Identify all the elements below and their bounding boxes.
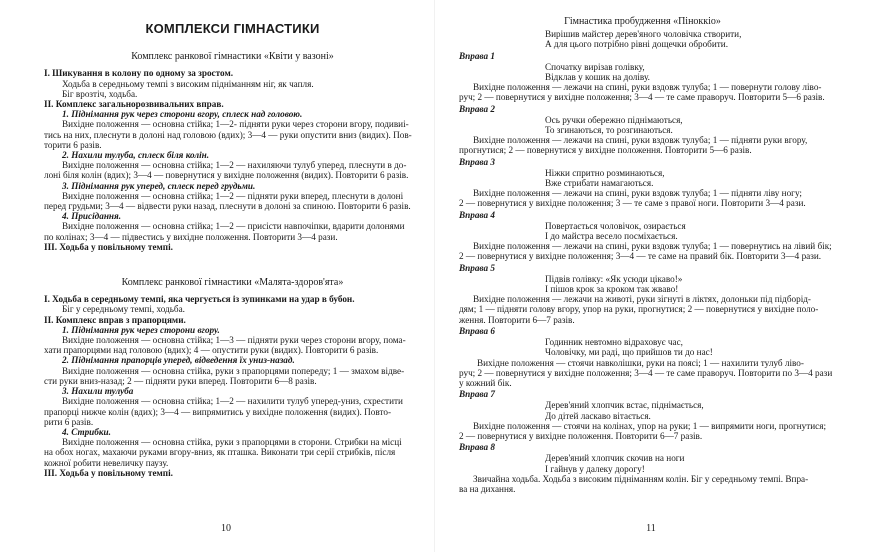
text-line: на обох ногах, махаючи руками вгору-вниз, як пташка. Виконати три серії стрибків, після xyxy=(44,447,396,458)
text-line: I. Ходьба в середньому темпі, яка чергується із зупинками на удар в бубон. xyxy=(44,294,355,305)
text-line: 2 — повернутися у вихідне положення; 3 — те саме з правої ноги. Повторити 3—4 рази. xyxy=(459,198,806,209)
poem-line: Дерев'яний хлопчик скочив на ноги xyxy=(545,453,685,464)
text-line: Вихідне положення — лежачи на спині, руки вздовж тулуба; 1 — підняти ліву ногу; xyxy=(473,188,802,199)
text-line: торити 6 разів. xyxy=(44,139,102,150)
text-line: Вихідне положення — стоячи навколішки, руки на поясі; 1 — нахилити тулуб ліво- xyxy=(477,357,804,368)
complex1-title: Комплекс ранкової гімнастики «Квіти у вазоні» xyxy=(131,51,334,63)
poem-line: Ніжки спритно розминаються, xyxy=(545,167,665,178)
text-line: Звичайна ходьба. Ходьба з високим підніманням колін. Біг у середньому темпі. Впра- xyxy=(473,473,809,484)
text-line: хати прапорцями над головою (вдих); 4 — опустити руки (видих). Повторити 6 разів. xyxy=(44,345,379,356)
text-line: Вихідне положення — основна стійка, руки з прапорцями в сторони. Стрибки на місці xyxy=(62,437,402,448)
text-line: Вихідне положення — лежачи на животі, руки зігнуті в ліктях, долоньки під підборід- xyxy=(473,294,811,305)
exercise-label: Вправа 3 xyxy=(459,156,495,167)
text-line: Вихідне положення — стоячи на колінах, упор на руки; 1 — випрямити ноги, прогнутися; xyxy=(473,420,827,431)
text-line: II. Комплекс загальнорозвивальних вправ. xyxy=(44,99,224,110)
text-line: III. Ходьба у повільному темпі. xyxy=(44,241,173,252)
exercise-label: Вправа 6 xyxy=(459,325,495,336)
text-line: III. Ходьба у повільному темпі. xyxy=(44,467,173,478)
text-line: прапорці нижче колін (вдих); 3—4 — випрямитись у вихідне положення (видих). Повто- xyxy=(44,406,392,417)
text-line: рити 6 разів. xyxy=(44,416,94,427)
text-line: прогнутися; 2 — повернутися у вихідне положення. Повторити 5—6 разів. xyxy=(459,145,752,156)
main-title: КОМПЛЕКСИ ГІМНАСТИКИ xyxy=(145,21,320,36)
exercise-label: Вправа 8 xyxy=(459,442,495,453)
pinocchio-body xyxy=(459,29,833,494)
poem-line: І до майстра весело посміхається. xyxy=(545,231,678,242)
exercise-label: Вправа 4 xyxy=(459,209,495,220)
text-line: руч; 2 — повернутися у вихідне положення; 3—4 — те саме праворуч. Повторити по 3—4 рази xyxy=(459,367,833,378)
text-line: Біг врозтіч, ходьба. xyxy=(62,88,138,99)
text-line: Вихідне положення — основна стійка; 1—2 — підняти руки вперед, плеснути в долоні xyxy=(62,190,404,201)
poem-line: То згинаються, то розгинаються. xyxy=(545,125,673,136)
poem-line: До дітей ласкаво вітається. xyxy=(545,410,651,421)
text-line: лоні біля колін (вдих); 3—4 — повернутися у вихідне положення (видих). Повторити 6 разів. xyxy=(44,170,409,181)
page-number-right: 11 xyxy=(646,522,656,534)
text-line: Вихідне положення — лежачи на спині, руки вздовж тулуба; 1 — підняти руки вгору, xyxy=(473,135,808,146)
text-line: по колінах; 3—4 — підвестись у вихідне положення. Повторити 3—4 рази. xyxy=(44,231,338,242)
poem-line: А для цього потрібно рівні дощечки обробити. xyxy=(545,39,729,50)
text-line: II. Комплекс вправ з прапорцями. xyxy=(44,314,186,325)
text-line: Вихідне положення — основна стійка; 1—2 — присісти навпочіпки, вдарити долонями xyxy=(62,221,405,232)
text-line: руч; 2 — повернутися у вихідне положення; 3—4 — те саме праворуч. Повторити 5—6 разів. xyxy=(459,92,825,103)
poem-line: Вже стрибати намагаються. xyxy=(545,178,654,189)
poem-line: Вирішив майстер дерев'яного чоловічка створити, xyxy=(545,29,742,40)
text-line: 2. Піднімання прапорців уперед, відведення їх униз-назад. xyxy=(62,355,295,366)
text-line: Вихідне положення — основна стійка; 1—3 — підняти руки через сторони вгору, пома- xyxy=(62,335,406,346)
poem-line: Годинник невтомно відраховує час, xyxy=(545,337,683,348)
text-line: Ходьба в середньому темпі з високим підніманням ніг, як чапля. xyxy=(62,78,314,89)
text-line: ва на дихання. xyxy=(459,483,516,494)
text-line: у кожний бік. xyxy=(459,377,512,388)
text-line: Вихідне положення — основна стійка; 1—2 — нахиляючи тулуб уперед, плеснути в до- xyxy=(62,160,407,171)
poem-line: Ось ручки обережно піднімаються, xyxy=(545,114,683,125)
complex2-body xyxy=(44,294,421,478)
exercise-label: Вправа 2 xyxy=(459,103,495,114)
text-line: Вихідне положення — основна стійка; 1—2- підняти руки через сторони вгору, подивиі- xyxy=(62,119,409,130)
poem-line: Відклав у кошик на доліву. xyxy=(545,72,650,83)
poem-line: Спочатку вирізав голівку, xyxy=(545,61,645,72)
poem-line: І пішов крок за кроком так жваво! xyxy=(545,284,679,295)
complex2-title: Комплекс ранкової гімнастики «Малята-здоров'ята» xyxy=(121,277,344,289)
exercise-label: Вправа 1 xyxy=(459,50,495,61)
text-line: Вихідне положення — лежачи на спині, руки вздовж тулуба; 1 — повернути голову ліво- xyxy=(473,82,822,93)
poem-line: І гайнув у далеку дорогу! xyxy=(545,463,645,474)
text-line: тись на них, плеснути в долоні над головою (вдих); 3—4 — руки опустити вниз (видих). Пов- xyxy=(44,129,412,140)
poem-line: Підвів голівку: «Як усюди цікаво!» xyxy=(545,273,683,284)
text-line: 1. Піднімання рук через сторони вгору. xyxy=(62,324,220,335)
text-line: 2 — повернутися у вихідне положення. Повторити 6—7 разів. xyxy=(459,430,703,441)
text-line: Вихідне положення — основна стійка, руки з прапорцями попереду; 1 — змахом відве- xyxy=(62,365,405,376)
poem-line: Дерев'яний хлопчик встає, піднімається, xyxy=(545,400,704,411)
complex1-body xyxy=(44,68,421,252)
text-line: кожної робити невеличку паузу. xyxy=(44,457,169,468)
text-line: I. Шикування в колону по одному за зростом. xyxy=(44,68,233,79)
text-line: дям; 1 — підняти голову вгору, упор на руки, прогнутися; 2 — повернутися у вихідне поло- xyxy=(459,304,819,315)
text-line: 2. Нахили тулуба, сплеск біля колін. xyxy=(62,150,210,161)
text-line: 4. Стрибки. xyxy=(62,426,111,437)
text-line: 3. Піднімання рук уперед, сплеск перед грудьми. xyxy=(62,180,256,191)
exercise-label: Вправа 7 xyxy=(459,389,495,400)
pinocchio-title: Гімнастика пробудження «Піноккіо» xyxy=(564,16,721,27)
right-page xyxy=(435,0,870,552)
text-line: 1. Піднімання рук через сторони вгору, сплеск над головою. xyxy=(62,109,303,120)
text-line: перед грудьми; 3—4 — відвести руки назад, плеснути в долоні за спиною. Повторити 6 разів. xyxy=(44,201,411,212)
text-line: Вихідне положення — основна стійка; 1—2 — нахилити тулуб уперед-униз, схрестити xyxy=(62,396,403,407)
text-line: 4. Присідання. xyxy=(62,211,122,222)
text-line: 2 — повернутися у вихідне положення; 3—4 — те саме на правий бік. Повторити 3—4 рази. xyxy=(459,251,822,262)
exercise-label: Вправа 5 xyxy=(459,262,495,273)
text-line: сти руки вниз-назад; 2 — підняти руки вперед. Повторити 6—8 разів. xyxy=(44,375,317,386)
text-line: ження. Повторити 6—7 разів. xyxy=(459,314,575,325)
poem-line: Чоловічку, ми раді, що прийшов ти до нас! xyxy=(545,347,713,358)
page-number-left: 10 xyxy=(221,522,231,534)
text-line: 3. Нахили тулуба xyxy=(62,386,134,397)
text-line: Вихідне положення — лежачи на спині, руки вздовж тулуба; 1 — повернутись на лівий бік; xyxy=(473,241,832,252)
poem-line: Повертається чоловічок, озирається xyxy=(545,220,686,231)
text-line: Біг у середньому темпі, ходьба. xyxy=(62,304,185,315)
